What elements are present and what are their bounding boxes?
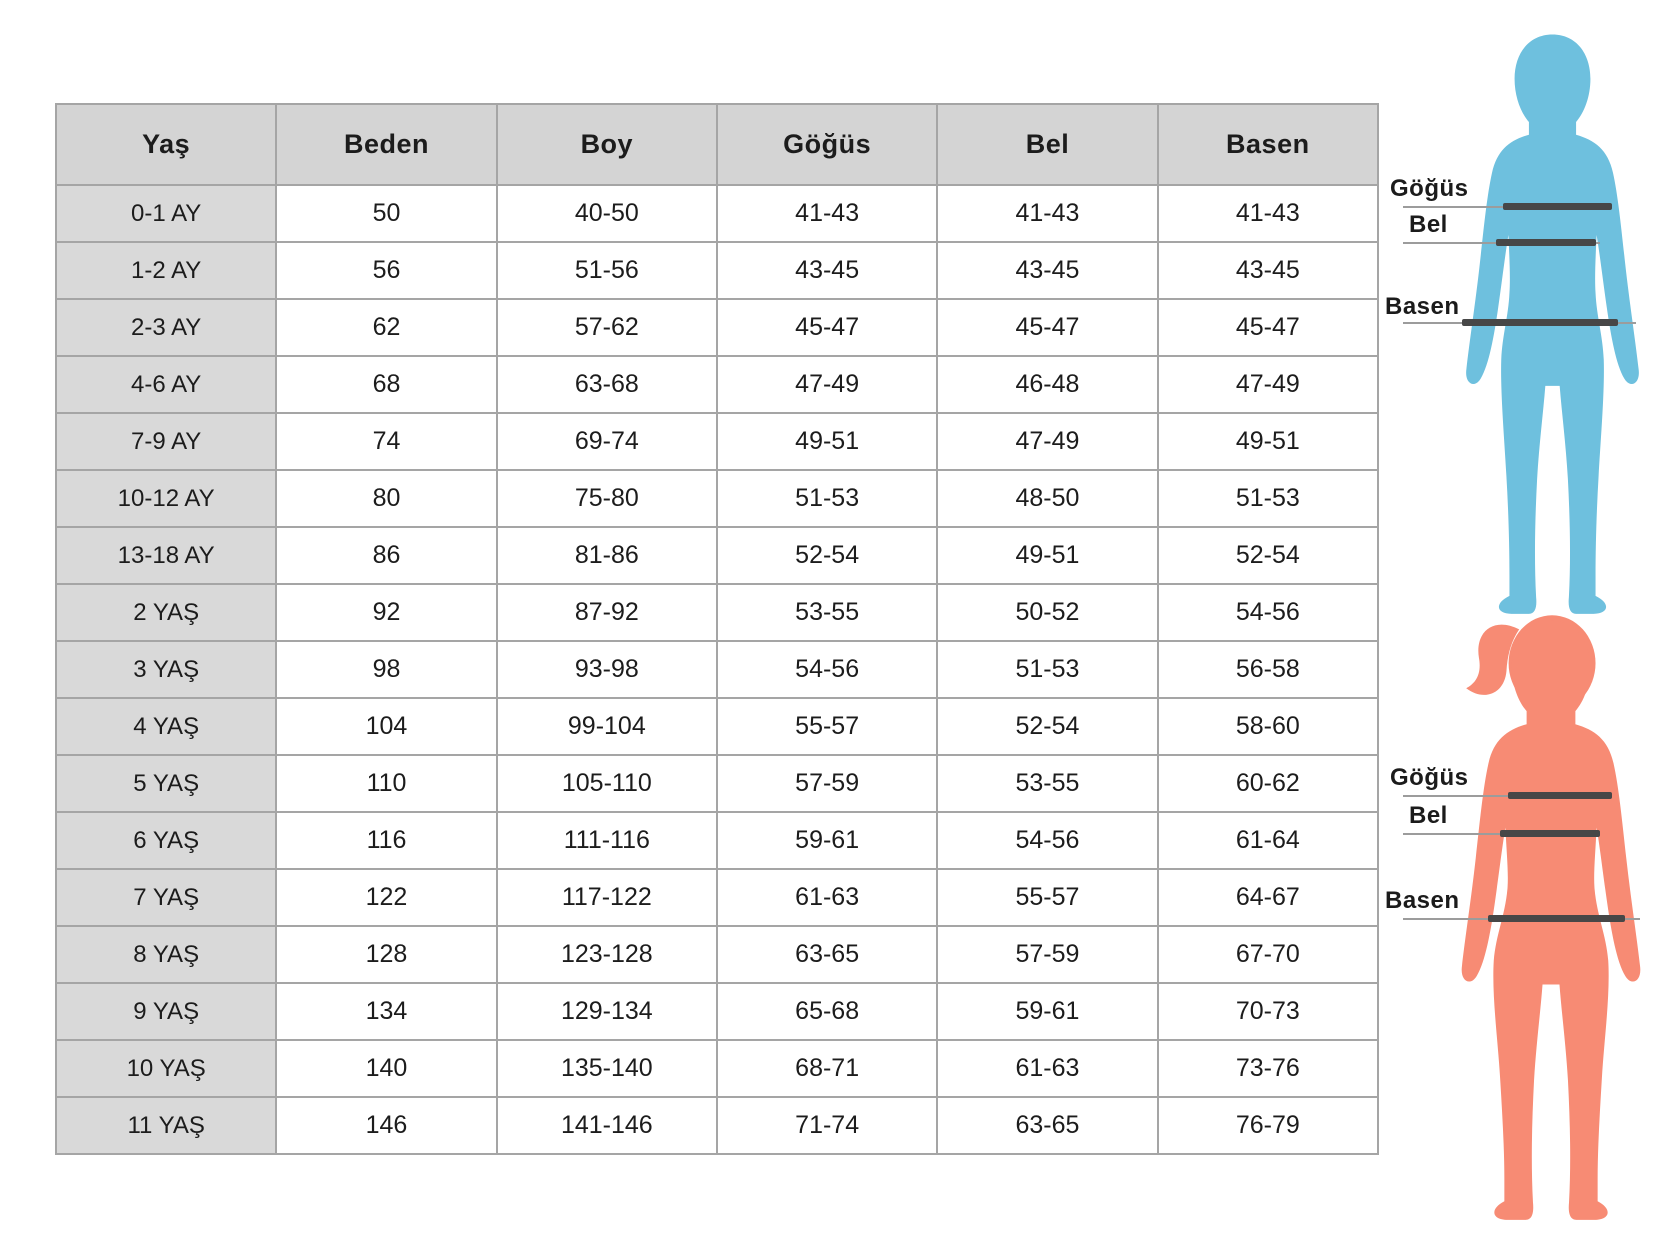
value-cell: 61-64 [1158,812,1378,869]
value-cell: 105-110 [497,755,717,812]
value-cell: 49-51 [1158,413,1378,470]
value-cell: 80 [276,470,496,527]
value-cell: 146 [276,1097,496,1154]
value-cell: 51-53 [717,470,937,527]
value-cell: 74 [276,413,496,470]
value-cell: 135-140 [497,1040,717,1097]
value-cell: 68 [276,356,496,413]
value-cell: 43-45 [717,242,937,299]
value-cell: 47-49 [937,413,1157,470]
age-cell: 5 YAŞ [56,755,276,812]
value-cell: 55-57 [717,698,937,755]
value-cell: 111-116 [497,812,717,869]
value-cell: 41-43 [1158,185,1378,242]
value-cell: 69-74 [497,413,717,470]
table-row [56,470,1378,527]
value-cell: 51-53 [937,641,1157,698]
age-cell: 3 YAŞ [56,641,276,698]
age-cell: 6 YAŞ [56,812,276,869]
value-cell: 51-53 [1158,470,1378,527]
value-cell: 49-51 [937,527,1157,584]
value-cell: 117-122 [497,869,717,926]
value-cell: 47-49 [1158,356,1378,413]
header-row [56,104,1378,185]
girl-chest-measure-line [1508,792,1612,799]
value-cell: 68-71 [717,1040,937,1097]
value-cell: 45-47 [937,299,1157,356]
value-cell: 57-59 [937,926,1157,983]
value-cell: 129-134 [497,983,717,1040]
value-cell: 52-54 [1158,527,1378,584]
value-cell: 110 [276,755,496,812]
value-cell: 41-43 [717,185,937,242]
table-row [56,1097,1378,1154]
table-row [56,983,1378,1040]
value-cell: 99-104 [497,698,717,755]
boy-hip-measure-line [1462,319,1618,326]
value-cell: 46-48 [937,356,1157,413]
value-cell: 57-59 [717,755,937,812]
age-cell: 4-6 AY [56,356,276,413]
boy-hip-label: Basen [1385,293,1460,320]
value-cell: 71-74 [717,1097,937,1154]
table-row [56,641,1378,698]
value-cell: 141-146 [497,1097,717,1154]
value-cell: 49-51 [717,413,937,470]
value-cell: 59-61 [937,983,1157,1040]
boy-waist-label: Bel [1409,211,1448,238]
value-cell: 64-67 [1158,869,1378,926]
table-row [56,698,1378,755]
value-cell: 58-60 [1158,698,1378,755]
value-cell: 63-65 [937,1097,1157,1154]
table-row [56,527,1378,584]
column-header: Bel [937,104,1157,185]
value-cell: 54-56 [717,641,937,698]
girl-waist-measure-line [1500,830,1600,837]
value-cell: 57-62 [497,299,717,356]
value-cell: 53-55 [717,584,937,641]
value-cell: 45-47 [717,299,937,356]
size-table-header [56,104,1378,185]
table-row [56,356,1378,413]
age-cell: 2-3 AY [56,299,276,356]
value-cell: 56-58 [1158,641,1378,698]
age-cell: 7 YAŞ [56,869,276,926]
age-cell: 2 YAŞ [56,584,276,641]
value-cell: 52-54 [717,527,937,584]
value-cell: 63-65 [717,926,937,983]
value-cell: 48-50 [937,470,1157,527]
table-row [56,242,1378,299]
age-cell: 7-9 AY [56,413,276,470]
value-cell: 45-47 [1158,299,1378,356]
value-cell: 43-45 [1158,242,1378,299]
value-cell: 50 [276,185,496,242]
table-row [56,413,1378,470]
value-cell: 40-50 [497,185,717,242]
value-cell: 54-56 [937,812,1157,869]
girl-hip-measure-line [1488,915,1625,922]
value-cell: 61-63 [937,1040,1157,1097]
value-cell: 61-63 [717,869,937,926]
boy-waist-measure-line [1496,239,1596,246]
value-cell: 81-86 [497,527,717,584]
size-table-body [56,185,1378,1154]
age-cell: 10-12 AY [56,470,276,527]
age-cell: 13-18 AY [56,527,276,584]
age-cell: 8 YAŞ [56,926,276,983]
value-cell: 87-92 [497,584,717,641]
value-cell: 63-68 [497,356,717,413]
value-cell: 62 [276,299,496,356]
table-row [56,185,1378,242]
table-row [56,755,1378,812]
value-cell: 59-61 [717,812,937,869]
age-cell: 9 YAŞ [56,983,276,1040]
value-cell: 70-73 [1158,983,1378,1040]
table-row [56,926,1378,983]
value-cell: 92 [276,584,496,641]
age-cell: 0-1 AY [56,185,276,242]
value-cell: 140 [276,1040,496,1097]
value-cell: 128 [276,926,496,983]
value-cell: 54-56 [1158,584,1378,641]
column-header: Göğüs [717,104,937,185]
column-header: Beden [276,104,496,185]
value-cell: 134 [276,983,496,1040]
value-cell: 47-49 [717,356,937,413]
value-cell: 52-54 [937,698,1157,755]
value-cell: 60-62 [1158,755,1378,812]
girl-hip-label: Basen [1385,887,1460,914]
value-cell: 41-43 [937,185,1157,242]
value-cell: 122 [276,869,496,926]
column-header: Yaş [56,104,276,185]
girl-waist-label: Bel [1409,802,1448,829]
value-cell: 76-79 [1158,1097,1378,1154]
value-cell: 56 [276,242,496,299]
value-cell: 67-70 [1158,926,1378,983]
value-cell: 43-45 [937,242,1157,299]
value-cell: 75-80 [497,470,717,527]
value-cell: 98 [276,641,496,698]
age-cell: 1-2 AY [56,242,276,299]
age-cell: 10 YAŞ [56,1040,276,1097]
value-cell: 93-98 [497,641,717,698]
value-cell: 65-68 [717,983,937,1040]
value-cell: 123-128 [497,926,717,983]
table-row [56,584,1378,641]
age-cell: 11 YAŞ [56,1097,276,1154]
value-cell: 53-55 [937,755,1157,812]
girl-chest-label: Göğüs [1390,764,1469,791]
column-header: Basen [1158,104,1378,185]
table-row [56,299,1378,356]
value-cell: 51-56 [497,242,717,299]
value-cell: 104 [276,698,496,755]
boy-chest-measure-line [1503,203,1612,210]
size-table [55,103,1379,1155]
boy-chest-label: Göğüs [1390,175,1469,202]
column-header: Boy [497,104,717,185]
value-cell: 73-76 [1158,1040,1378,1097]
value-cell: 116 [276,812,496,869]
value-cell: 55-57 [937,869,1157,926]
table-row [56,812,1378,869]
table-row [56,869,1378,926]
value-cell: 86 [276,527,496,584]
table-row [56,1040,1378,1097]
age-cell: 4 YAŞ [56,698,276,755]
value-cell: 50-52 [937,584,1157,641]
